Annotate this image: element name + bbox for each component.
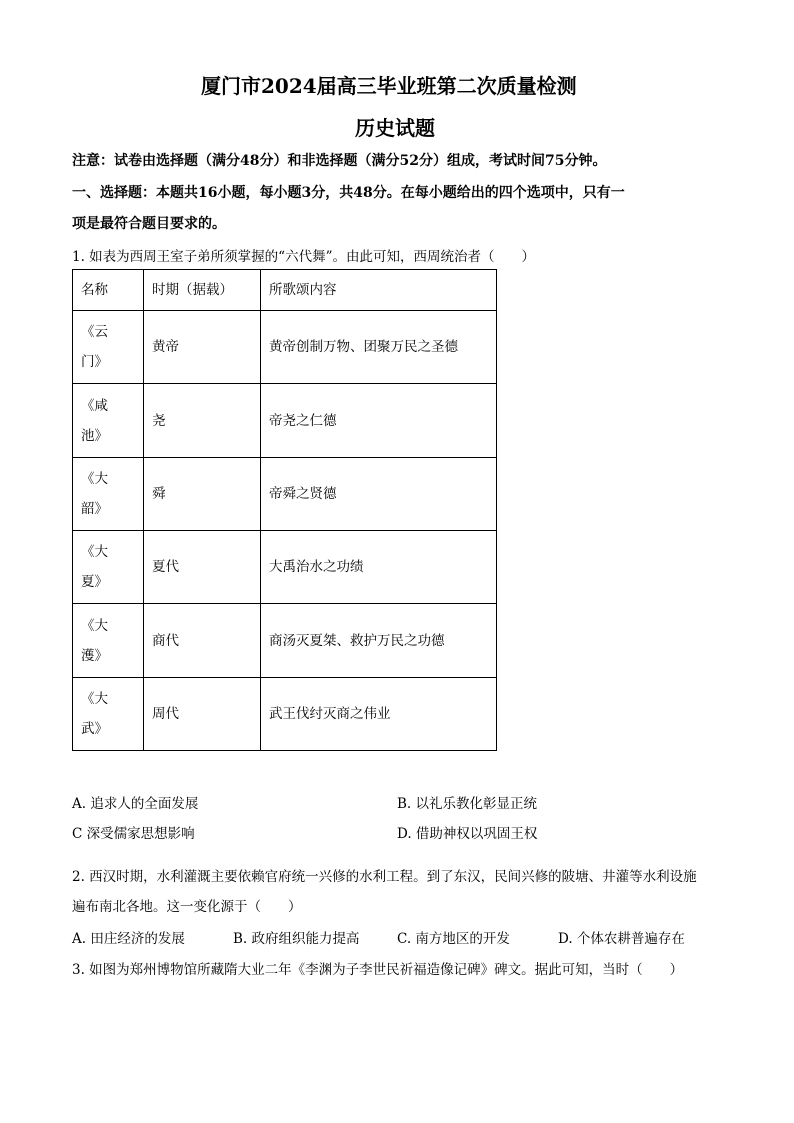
table-cell-name: 《大 濩》 [73, 604, 144, 678]
table-cell-content: 商汤灭夏桀、救护万民之功德 [261, 604, 497, 678]
table-header-row [73, 270, 497, 311]
table-cell-name: 《大 韶》 [73, 458, 144, 531]
q2-stem-line2: 遍布南北各地。这一变化源于（ ） [72, 899, 302, 915]
q2-option-c: C. 南方地区的开发 [397, 931, 510, 947]
table-header: 所歌颂内容 [261, 270, 497, 311]
q2-stem-line1: 2. 西汉时期，水利灌溉主要依赖官府统一兴修的水利工程。到了东汉，民间兴修的陂塘、井灌等水利设施 [72, 869, 697, 885]
section1-line2: 项是最符合题目要求的。 [72, 216, 226, 232]
exam-subject: 历史试题 [355, 116, 435, 140]
table-row [73, 604, 497, 678]
table-cell-content: 大禹治水之功绩 [261, 531, 497, 604]
q1-option-b: B. 以礼乐教化彰显正统 [397, 796, 538, 812]
table-cell-name: 《云 门》 [73, 311, 144, 384]
table-cell-content: 黄帝创制万物、团聚万民之圣德 [261, 311, 497, 384]
table-cell-period: 黄帝 [144, 311, 261, 384]
table-row [73, 311, 497, 384]
table-row [73, 458, 497, 531]
table-row [73, 384, 497, 458]
q1-option-a: A. 追求人的全面发展 [72, 796, 199, 812]
q2-option-b: B. 政府组织能力提高 [233, 931, 360, 947]
table-cell-content: 武王伐纣灭商之伟业 [261, 678, 497, 751]
table-header: 名称 [73, 270, 144, 311]
table-header: 时期（据载） [144, 270, 261, 311]
q3-stem: 3. 如图为郑州博物馆所藏隋大业二年《李渊为子李世民祈福造像记碑》碑文。据此可知，当时（ ） [72, 962, 684, 978]
table-cell-period: 周代 [144, 678, 261, 751]
q1-option-c: C 深受儒家思想影响 [72, 826, 195, 842]
table-row [73, 531, 497, 604]
q1-option-d: D. 借助神权以巩固王权 [397, 826, 538, 842]
exam-notice: 注意：试卷由选择题（满分48分）和非选择题（满分52分）组成，考试时间75分钟。 [72, 153, 607, 169]
table-cell-content: 帝舜之贤德 [261, 458, 497, 531]
table-cell-content: 帝尧之仁德 [261, 384, 497, 458]
section1-line1: 一、选择题：本题共16小题，每小题3分，共48分。在每小题给出的四个选项中，只有一 [72, 185, 625, 201]
table-cell-name: 《咸 池》 [73, 384, 144, 458]
table-cell-name: 《大 夏》 [73, 531, 144, 604]
table-cell-period: 尧 [144, 384, 261, 458]
exam-title: 厦门市2024届高三毕业班第二次质量检测 [201, 74, 577, 98]
table-cell-period: 夏代 [144, 531, 261, 604]
q2-option-a: A. 田庄经济的发展 [72, 931, 185, 947]
q2-option-d: D. 个体农耕普遍存在 [558, 931, 685, 947]
q1-stem: 1. 如表为西周王室子弟所须掌握的“六代舞”。由此可知，西周统治者（ ） [72, 249, 535, 265]
table-cell-period: 舜 [144, 458, 261, 531]
table-cell-period: 商代 [144, 604, 261, 678]
table-row [73, 678, 497, 751]
table-cell-name: 《大 武》 [73, 678, 144, 751]
q1-table [72, 269, 497, 751]
